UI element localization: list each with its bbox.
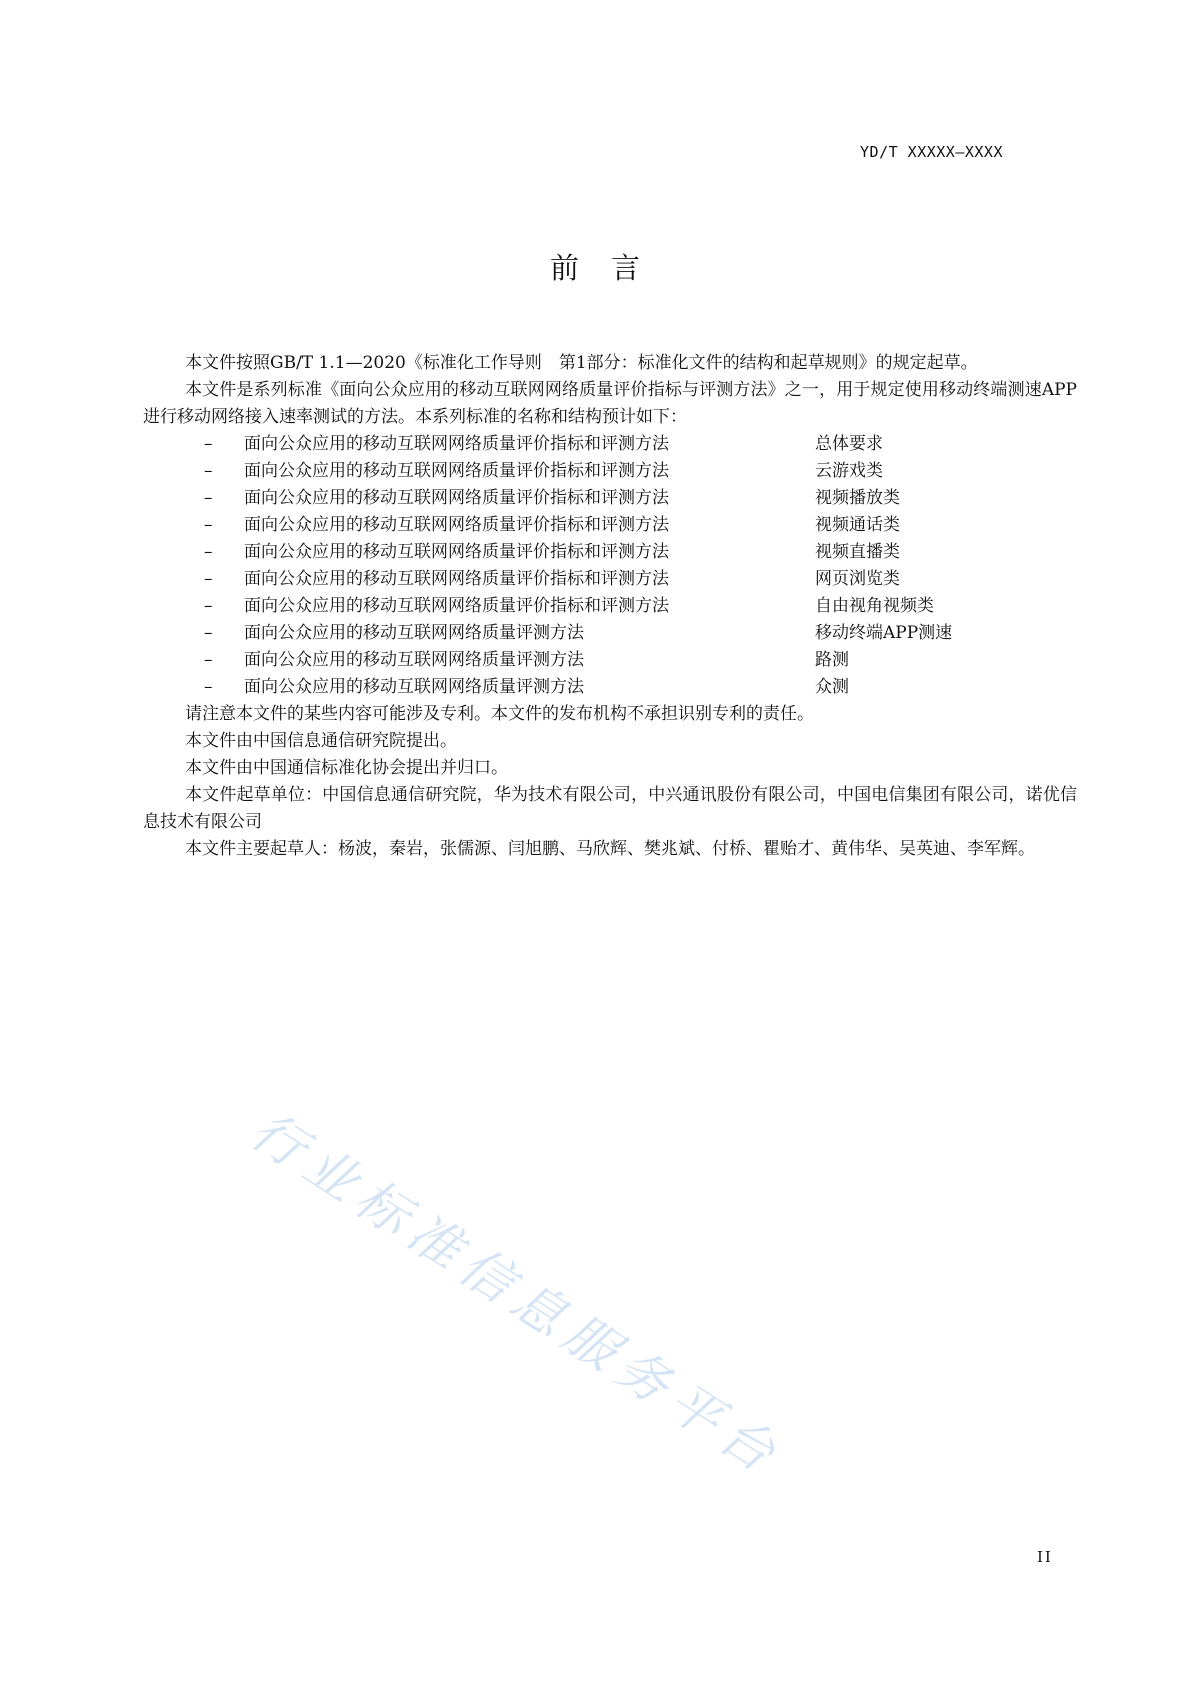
list-item [143,647,1077,674]
list-dash: – [204,677,213,697]
list-item-name: 面向公众应用的移动互联网网络质量评价指标和评测方法 [244,515,669,535]
list-item-part: 视频通话类 [815,515,900,535]
page-title: 前言 [549,251,672,285]
paragraph-proposer: 本文件由中国信息通信研究院提出。 [185,731,457,751]
list-item-part: 云游戏类 [815,461,883,481]
list-item-part: 众测 [815,677,849,697]
list-dash: – [204,596,213,616]
watermark: 行业标准信息服务平台 [240,1100,793,1489]
list-item-part: 视频直播类 [815,542,900,562]
list-dash: – [204,515,213,535]
paragraph-series-intro: 本文件是系列标准《面向公众应用的移动互联网网络质量评价指标与评测方法》之一，用于规定使用移动终端测速APP进行移动网络接入速率测试的方法。本系列标准的名称和结构预计如下： [143,380,1077,427]
list-item-name: 面向公众应用的移动互联网网络质量评价指标和评测方法 [244,434,669,454]
document-body [143,350,1077,863]
list-item [143,539,1077,566]
list-dash: – [204,650,213,670]
list-item-part: 网页浏览类 [815,569,900,589]
list-item-part: 视频播放类 [815,488,900,508]
list-dash: – [204,542,213,562]
list-item [143,620,1077,647]
paragraph-drafters: 本文件主要起草人：杨波，秦岩，张儒源、闫旭鹏、马欣辉、樊兆斌、付桥、瞿贻才、黄伟华、吴英迪、李军辉。 [185,839,1035,859]
list-item-name: 面向公众应用的移动互联网网络质量评价指标和评测方法 [244,596,669,616]
list-item-name: 面向公众应用的移动互联网网络质量评价指标和评测方法 [244,542,669,562]
list-dash: – [204,623,213,643]
series-list [143,431,1077,701]
list-item-name: 面向公众应用的移动互联网网络质量评价指标和评测方法 [244,461,669,481]
page-number: II [1037,1548,1053,1566]
list-item [143,674,1077,701]
list-item-part: 总体要求 [815,434,883,454]
list-item-part: 路测 [815,650,849,670]
list-dash: – [204,569,213,589]
list-item-name: 面向公众应用的移动互联网网络质量评测方法 [244,650,584,670]
list-item-name: 面向公众应用的移动互联网网络质量评测方法 [244,677,584,697]
paragraph-drafting-units: 本文件起草单位：中国信息通信研究院，华为技术有限公司，中兴通讯股份有限公司，中国电信集团有限公司，诺优信息技术有限公司 [143,785,1077,832]
paragraph-administrator: 本文件由中国通信标准化协会提出并归口。 [185,758,508,778]
standard-code: YD/T XXXXX—XXXX [860,143,1003,161]
list-item-part: 移动终端APP测速 [815,623,953,643]
paragraph-drafting-basis: 本文件按照GB/T 1.1—2020《标准化工作导则 第1部分：标准化文件的结构和起草规则》的规定起草。 [185,353,978,373]
list-item [143,512,1077,539]
paragraph-patent-notice: 请注意本文件的某些内容可能涉及专利。本文件的发布机构不承担识别专利的责任。 [185,704,814,724]
list-item [143,431,1077,458]
list-item-name: 面向公众应用的移动互联网网络质量评价指标和评测方法 [244,488,669,508]
list-item [143,485,1077,512]
list-item-part: 自由视角视频类 [815,596,934,616]
list-item [143,458,1077,485]
list-dash: – [204,461,213,481]
list-item [143,593,1077,620]
list-item-name: 面向公众应用的移动互联网网络质量评测方法 [244,623,584,643]
list-item-name: 面向公众应用的移动互联网网络质量评价指标和评测方法 [244,569,669,589]
list-dash: – [204,434,213,454]
list-dash: – [204,488,213,508]
list-item [143,566,1077,593]
